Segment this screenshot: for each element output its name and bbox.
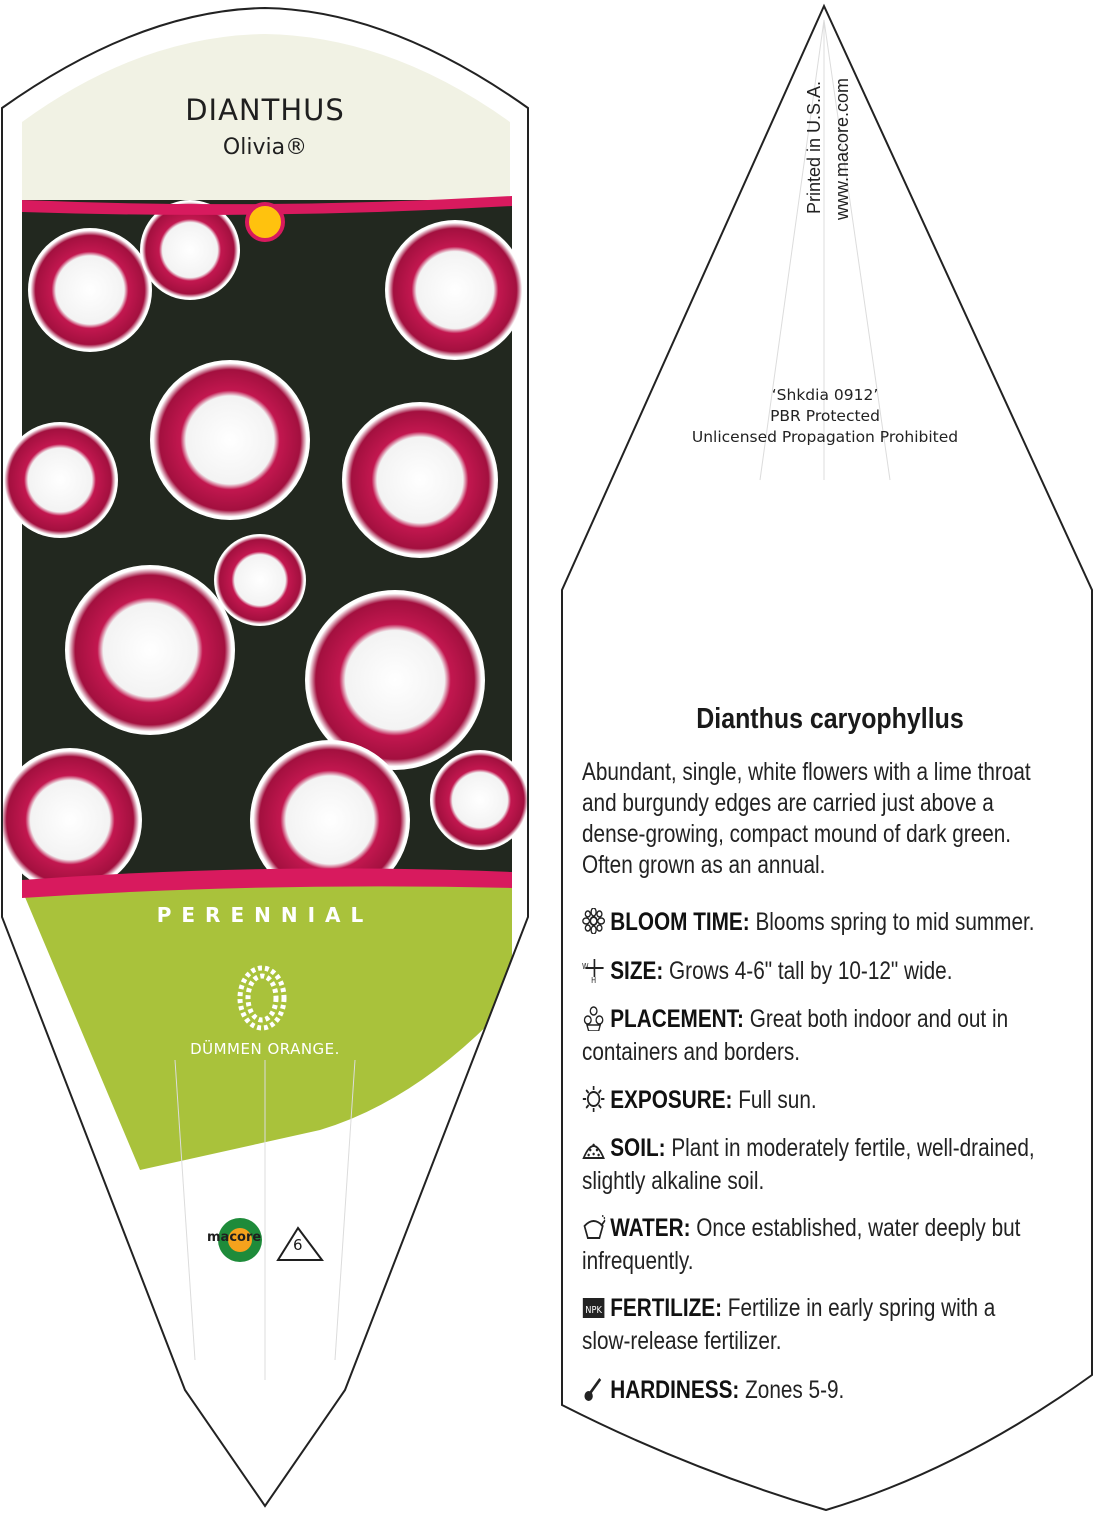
front-tag xyxy=(0,0,530,1519)
attribute-label: BLOOM TIME: xyxy=(610,908,750,936)
pbr-block xyxy=(640,385,1010,448)
attribute-label: EXPOSURE: xyxy=(610,1086,733,1114)
attribute-label: PLACEMENT: xyxy=(610,1005,744,1033)
attribute-fertilize xyxy=(582,1292,1063,1358)
attribute-placement xyxy=(582,1003,1063,1069)
thermometer-icon xyxy=(582,1376,605,1402)
attribute-text: Plant in moderately fertile, well-drained, xyxy=(671,1134,1035,1162)
propagation-notice: Unlicensed Propagation Prohibited xyxy=(691,428,959,446)
printed-in: Printed in U.S.A. xyxy=(804,80,824,214)
size-icon xyxy=(582,957,605,983)
attribute-label: SOIL: xyxy=(610,1134,666,1162)
plant-genus: DIANTHUS xyxy=(185,93,345,127)
watering-can-icon xyxy=(582,1214,605,1240)
color-marker-icon xyxy=(247,204,283,240)
flower-photo xyxy=(0,200,530,900)
npk-label: NPK xyxy=(585,1304,602,1317)
description-line: dense-growing, compact mound of dark green. xyxy=(582,820,1012,848)
scientific-name: Dianthus caryophyllus xyxy=(696,703,964,735)
flower-icon xyxy=(582,908,605,934)
attribute-text-cont: containers and borders. xyxy=(582,1038,801,1066)
description xyxy=(582,757,1047,881)
attribute-text: Full sun. xyxy=(738,1086,817,1114)
description-line: Abundant, single, white flowers with a lime throat xyxy=(582,758,1031,786)
brand-name: DÜMMEN ORANGE. xyxy=(190,1040,340,1058)
attribute-label: HARDINESS: xyxy=(610,1376,740,1404)
attribute-soil xyxy=(582,1132,1063,1198)
attribute-text: Blooms spring to mid summer. xyxy=(755,908,1035,936)
website: www.macore.com xyxy=(832,77,852,220)
sun-icon xyxy=(582,1086,605,1112)
description-line: Often grown as an annual. xyxy=(582,851,826,879)
size-w-label: W xyxy=(582,961,589,972)
soil-icon xyxy=(582,1134,605,1160)
attribute-water xyxy=(582,1212,1063,1278)
category-label: PERENNIAL xyxy=(156,903,374,927)
macore-label: macore xyxy=(207,1230,262,1245)
placement-icon xyxy=(582,1005,605,1031)
attribute-text: Grows 4-6" tall by 10-12" wide. xyxy=(669,957,953,985)
attribute-label: FERTILIZE: xyxy=(610,1294,723,1322)
npk-icon xyxy=(582,1294,605,1320)
plant-series: Olivia® xyxy=(222,135,308,160)
pbr-protected: PBR Protected xyxy=(770,407,880,425)
attribute-size xyxy=(582,955,1063,988)
attribute-text: Zones 5-9. xyxy=(745,1376,845,1404)
attribute-text: Once established, water deeply but xyxy=(696,1214,1021,1242)
attribute-hardiness xyxy=(582,1374,1063,1407)
description-line: and burgundy edges are carried just above a xyxy=(582,789,994,817)
attribute-text-cont: slightly alkaline soil. xyxy=(582,1167,765,1195)
attribute-label: WATER: xyxy=(610,1214,691,1242)
attribute-exposure xyxy=(582,1084,1063,1117)
recycle-number: 6 xyxy=(293,1236,303,1254)
attribute-text-cont: slow-release fertilizer. xyxy=(582,1327,782,1355)
variety-name: ‘Shkdia 0912’ xyxy=(771,386,879,404)
attribute-label: SIZE: xyxy=(610,957,664,985)
attribute-bloom-time xyxy=(582,906,1063,939)
attribute-text: Fertilize in early spring with a xyxy=(727,1294,996,1322)
attribute-text-cont: infrequently. xyxy=(582,1247,694,1275)
attribute-text: Great both indoor and out in xyxy=(749,1005,1009,1033)
size-h-label: H xyxy=(591,975,597,983)
